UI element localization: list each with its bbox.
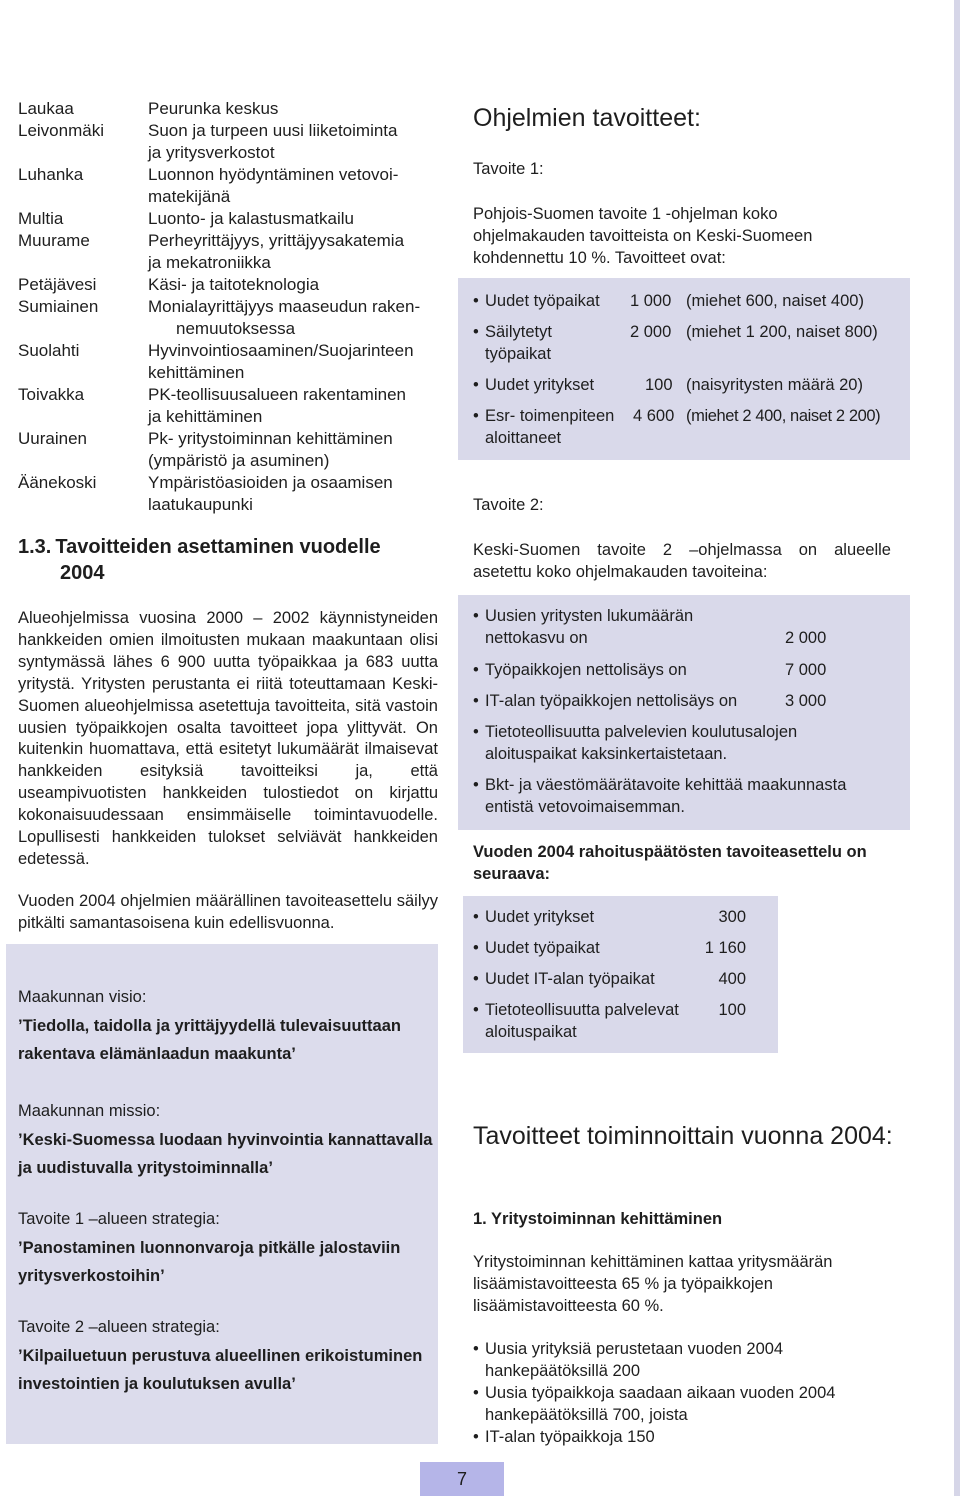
list-item: • Tietoteollisuutta palvelevien koulutusalojen aloituspaikat kaksinkertaistetaan. [473, 721, 903, 774]
municipality-project: Perheyrittäjyys, yrittäjyysakatemia ja mekatroniikka [148, 231, 405, 272]
list-item: • IT-alan työpaikkojen nettolisäys on 3 000 [473, 690, 903, 721]
municipality-project: Käsi- ja taitoteknologia [148, 275, 320, 294]
table-row [18, 120, 438, 164]
vision-quote: ’Tiedolla, taidolla ja yrittäjyydellä tulevaisuuttaan rakentava elämänlaadun maakunta’ [18, 1017, 401, 1063]
municipality-project: Pk- yritystoiminnan kehittäminen (ympäristö ja asuminen) [148, 429, 393, 470]
goal1-intro: Pohjois-Suomen tavoite 1 -ohjelman koko ohjelmakauden tavoitteista on Keski-Suomeen kohdennettu 10 %. Tavoitteet ovat: [473, 205, 813, 267]
municipality-name: Muurame [18, 231, 90, 250]
municipality-project: Luonto- ja kalastusmatkailu [148, 209, 355, 228]
actions-heading: Tavoitteet toiminnoittain vuonna 2004: [473, 1122, 893, 1150]
page-number: 7 [420, 1462, 504, 1496]
list-item: • Tietoteollisuutta palvelevat aloituspaikat 100 [473, 1001, 746, 1041]
municipality-name: Äänekoski [18, 473, 97, 492]
section-number: 1.3. [18, 536, 52, 558]
municipality-table [18, 98, 438, 516]
goal1-label: Tavoite 1: [473, 160, 544, 178]
bullet-icon: • [473, 607, 479, 625]
bullet-icon: • [473, 970, 479, 988]
list-item: • Uudet työpaikat 1 160 [473, 937, 773, 968]
municipality-name: Toivakka [18, 385, 85, 404]
bullet-icon: • [473, 1001, 479, 1019]
actions-list [473, 1338, 893, 1448]
bullet-icon: • [473, 376, 479, 394]
municipality-project: Suon ja turpeen uusi liiketoiminta ja yritysverkostot [148, 121, 398, 162]
funding-2004-heading: Vuoden 2004 rahoituspäätösten tavoiteasettelu on seuraava: [473, 843, 867, 883]
body-paragraph: Vuoden 2004 ohjelmien määrällinen tavoiteasettelu säilyy pitkälti samantasoisena kuin edellisvuonna. [18, 891, 438, 932]
vision-label: Maakunnan visio: [18, 988, 147, 1006]
strategy1-quote: ’Panostaminen luonnonvaroja pitkälle jalostaviin yritysverkostoihin’ [18, 1239, 401, 1285]
bullet-icon: • [473, 1340, 479, 1358]
bullet-icon: • [473, 292, 479, 310]
list-item: • IT-alan työpaikkoja 150 [473, 1428, 655, 1446]
actions-subheading: 1. Yritystoiminnan kehittäminen [473, 1210, 723, 1228]
table-row [18, 472, 438, 516]
municipality-name: Leivonmäki [18, 121, 104, 140]
list-item: • Säilytetyt työpaikat 2 000 (miehet 1 200, naiset 800) [473, 321, 903, 374]
list-item: • Uusien yritysten lukumäärän nettokasvu on 2 000 [473, 605, 903, 659]
list-item: • Uudet työpaikat 1 000 (miehet 600, naiset 400) [473, 290, 903, 321]
bullet-icon: • [473, 661, 479, 679]
table-row [18, 230, 438, 274]
table-row [18, 296, 438, 340]
mission-quote: ’Keski-Suomessa luodaan hyvinvointia kannattavalla ja uudistuvalla yritystoiminnalla’ [18, 1131, 433, 1177]
goal2-label: Tavoite 2: [473, 496, 544, 514]
list-item: • Uudet yritykset 100 (naisyritysten määrä 20) [473, 374, 903, 405]
mission-label: Maakunnan missio: [18, 1102, 161, 1120]
list-item: • Esr- toimenpiteen aloittaneet 4 600 (miehet 2 400, naiset 2 200) [473, 407, 881, 447]
goal2-intro: Keski-Suomen tavoite 2 –ohjelmassa on alueelle asetettu koko ohjelmakauden tavoiteina: [473, 541, 891, 581]
municipality-name: Suolahti [18, 341, 80, 360]
municipality-name: Uurainen [18, 429, 87, 448]
bullet-icon: • [473, 776, 479, 794]
table-row [18, 384, 438, 428]
strategy2-quote: ’Kilpailuetuun perustuva alueellinen erikoistuminen investointien ja koulutuksen avulla’ [18, 1347, 423, 1393]
bullet-icon: • [473, 723, 479, 741]
goal1-list [473, 290, 903, 449]
table-row [18, 274, 438, 296]
list-item: • Uusia työpaikkoja saadaan aikaan vuoden 2004 hankepäätöksillä 700, joista [473, 1384, 836, 1424]
municipality-name: Laukaa [18, 99, 74, 118]
bullet-icon: • [473, 692, 479, 710]
bullet-icon: • [473, 1384, 479, 1402]
page-edge-bar [954, 0, 960, 1496]
municipality-project: Hyvinvointiosaaminen/Suojarinteen kehittäminen [148, 341, 414, 382]
body-paragraph: Alueohjelmissa vuosina 2000 – 2002 käynnistyneiden hankkeiden omien ilmoitusten mukaan maakuntaan olisi syntymässä lähes 6 900 uutta työpaikkaa ja 683 uutta yritystä. Yritysten perustanta ei riitä toteuttamaan Keski-Suomen alueohjelmissa asetettuja tavoitteita, sitä vastoin uusien työpaikkojen osalta tavoitteet jopa ylittyvät. On kuitenkin huomattava, että esitetyt lukumäärät ilmaisevat hankkeiden esityksiä tavoitteiksi ja, että useampivuotisten hankkeiden tulostiedot on kirjattu kokonaisuudessaan ensimmäiselle toimintavuodelle. Lopullisesti hankkeiden tulokset selviävät hankkeiden edetessä. [18, 609, 438, 868]
list-item: • Uudet yritykset 300 [473, 906, 773, 937]
list-item: • Työpaikkojen nettolisäys on 7 000 [473, 659, 903, 690]
municipality-project: Peurunka keskus [148, 99, 279, 118]
list-item: • Uudet IT-alan työpaikat 400 [473, 968, 773, 999]
vision-box [18, 986, 438, 1398]
list-item: • Bkt- ja väestömäärätavoite kehittää maakunnasta entistä vetovoimaisemman. [473, 776, 847, 816]
table-row [18, 208, 438, 230]
municipality-name: Multia [18, 209, 64, 228]
goal2-list [473, 605, 903, 818]
bullet-icon: • [473, 908, 479, 926]
table-row [18, 164, 438, 208]
goals-heading: Ohjelmien tavoitteet: [473, 104, 701, 132]
municipality-project: Monialayrittäjyys maaseudun raken- nemuutoksessa [148, 297, 421, 338]
strategy1-label: Tavoite 1 –alueen strategia: [18, 1210, 220, 1228]
section-title: 1.3. Tavoitteiden asettaminen vuodelle 2004 [18, 536, 381, 584]
municipality-project: PK-teollisuusalueen rakentaminen ja kehittäminen [148, 385, 406, 426]
municipality-name: Petäjävesi [18, 275, 97, 294]
table-row [18, 98, 438, 120]
bullet-icon: • [473, 323, 479, 341]
left-column [18, 98, 438, 935]
strategy2-label: Tavoite 2 –alueen strategia: [18, 1318, 220, 1336]
funding-2004-list [473, 906, 773, 1043]
bullet-icon: • [473, 1428, 479, 1446]
municipality-name: Sumiainen [18, 297, 99, 316]
actions-paragraph: Yritystoiminnan kehittäminen kattaa yritysmäärän lisäämistavoitteesta 65 % ja työpaikkojen lisäämistavoitteesta 60 %. [473, 1253, 833, 1315]
bullet-icon: • [473, 939, 479, 957]
table-row [18, 428, 438, 472]
municipality-name: Luhanka [18, 165, 84, 184]
bullet-icon: • [473, 407, 479, 425]
list-item: • Uusia yrityksiä perustetaan vuoden 2004 hankepäätöksillä 200 [473, 1340, 784, 1380]
table-row [18, 340, 438, 384]
municipality-project: Ympäristöasioiden ja osaamisen laatukaupunki [148, 473, 393, 514]
municipality-project: Luonnon hyödyntäminen vetovoi- matekijänä [148, 165, 399, 206]
